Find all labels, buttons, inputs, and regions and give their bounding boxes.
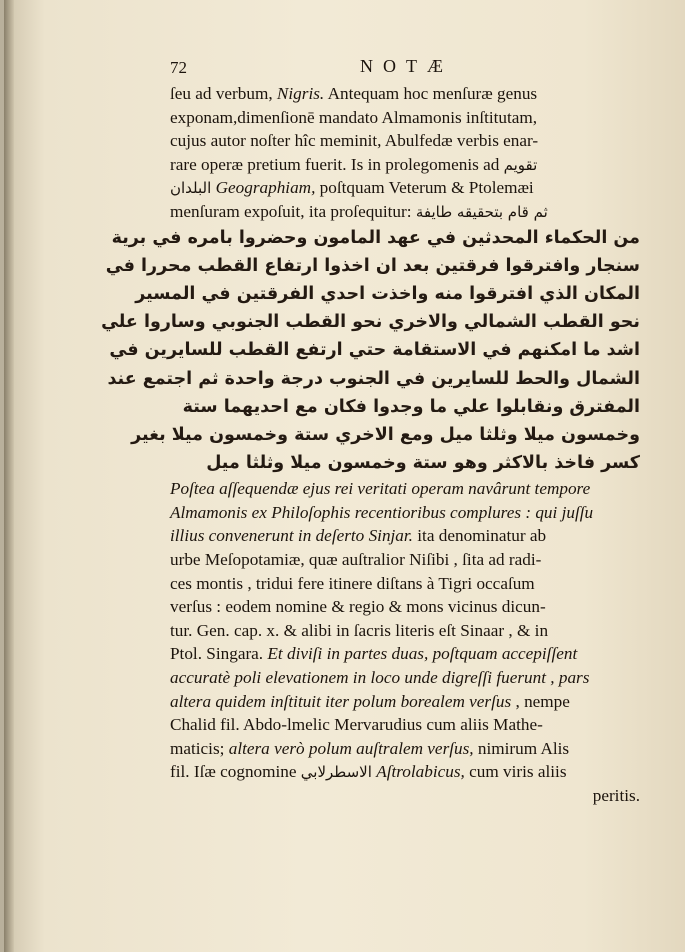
running-head: NOTÆ xyxy=(360,56,453,76)
arabic-line: كسر فاخذ بالاكثر وهو ستة وخمسون ميلا وثلثا ميل xyxy=(206,453,640,474)
roman-text: maticis; xyxy=(170,738,229,758)
italic-text: Poſtea aſſequendæ ejus rei veritati operam navârunt tempore xyxy=(170,479,591,499)
arabic-quotation xyxy=(101,224,640,478)
arabic-word: ثم قام بتحقيقه طايفة xyxy=(415,202,548,221)
arabic-line: المكان الذي افترقوا منه واخذت احدي الفرقتين في المسير xyxy=(135,283,640,304)
text-line xyxy=(170,760,640,784)
roman-text: poſtquam Veterum & Ptolemæi xyxy=(315,178,534,198)
roman-text: ita denominatur ab xyxy=(412,526,547,546)
arabic-word: البلدان xyxy=(170,179,212,198)
roman-text: nimirum Alis xyxy=(473,738,570,758)
italic-text: Aſtrolabicus, xyxy=(376,762,465,782)
final-line: peritis. xyxy=(592,785,640,805)
roman-text: exponam,dimenſionē mandato Almamonis inſtitutam, xyxy=(170,107,538,127)
italic-text: illius convenerunt in deſerto Sinjar. xyxy=(170,526,413,546)
roman-text: Ptol. Singara. xyxy=(170,644,268,664)
text-line xyxy=(170,737,640,761)
latin-paragraph-bottom xyxy=(170,477,640,784)
arabic-word: الاسطرلابي xyxy=(300,763,372,782)
arabic-line: من الحكماء المحدثين في عهد المامون وحضروا بامره في برية xyxy=(111,227,640,248)
italic-text: Et diviſi in partes duas, poſtquam accepiſſent xyxy=(267,644,578,664)
roman-text: Chalid fil. Abdo-lmelic Mervarudius cum aliis Mathe- xyxy=(170,715,543,735)
text-line xyxy=(170,129,640,153)
italic-text: Geographiam, xyxy=(215,178,316,198)
roman-text: ces montis , tridui fere itinere diſtans à Tigri occaſum xyxy=(170,573,535,593)
roman-text: ſeu ad verbum, xyxy=(170,84,277,103)
text-block xyxy=(101,56,640,808)
italic-text: Nigris. xyxy=(276,84,325,103)
roman-text: tur. Gen. cap. x. & alibi in ſacris literis eſt Sinaar , & in xyxy=(170,620,549,640)
arabic-line: المفترق ونقابلوا علي ما وجدوا فكان مع احديهما ستة xyxy=(182,396,640,417)
arabic-line: اشد ما امكنهم في الاستقامة حتي ارتفع القطب للسايرين في xyxy=(109,340,640,361)
text-line xyxy=(170,572,640,596)
italic-text: accuratè poli elevationem in loco unde digreſſi fuerunt , pars xyxy=(170,668,590,687)
roman-text: Antequam hoc menſuræ genus xyxy=(324,84,538,103)
page-gutter xyxy=(4,0,14,952)
roman-text: cujus autor noſter hîc meminit, Abulfedæ verbis enar- xyxy=(170,131,539,151)
text-line xyxy=(170,713,640,737)
page-number: 72 xyxy=(170,58,187,77)
text-line xyxy=(170,595,640,619)
arabic-line: الشمال والحط للسايرين في الجنوب درجة واحدة ثم اجتمع عند xyxy=(107,368,640,389)
roman-text: menſuram expoſuit, ita proſequitur: xyxy=(170,201,416,221)
text-line xyxy=(170,176,640,200)
italic-text: altera verò polum auſtralem verſus, xyxy=(228,738,474,758)
roman-text: , nempe xyxy=(511,691,570,711)
arabic-line: سنجار وافترقوا فرقتين بعد ان اخذوا ارتفاع القطب محررا في xyxy=(105,255,640,276)
text-line xyxy=(170,106,640,130)
arabic-line: وخمسون ميلا وثلثا ميل ومع الاخري ستة وخمسون ميلا بغير xyxy=(131,424,640,445)
roman-text: rare operæ pretium fuerit. Is in prolegomenis ad xyxy=(170,154,504,174)
text-line xyxy=(170,477,640,501)
text-line xyxy=(170,200,640,224)
text-line xyxy=(170,524,640,548)
text-line xyxy=(170,153,640,177)
roman-text: urbe Meſopotamiæ, quæ auſtralior Niſibi , ſita ad radi- xyxy=(170,550,542,570)
text-line xyxy=(170,690,640,714)
italic-text: Almamonis ex Philoſophis recentioribus complures : qui juſſu xyxy=(170,502,594,522)
text-line xyxy=(170,82,640,106)
text-line xyxy=(170,501,640,525)
roman-text: fil. Iſæ cognomine xyxy=(170,762,301,782)
page-header xyxy=(170,56,640,82)
latin-paragraph-top xyxy=(170,82,640,224)
roman-text: verſus : eodem nomine & regio & mons vicinus dicun- xyxy=(170,597,546,617)
arabic-word: تقويم xyxy=(503,155,538,174)
text-line xyxy=(170,619,640,643)
arabic-line: نحو القطب الشمالي والاخري نحو القطب الجنوبي وساروا علي xyxy=(101,312,640,333)
book-page xyxy=(4,0,685,952)
italic-text: altera quidem inſtituit iter polum borealem verſus xyxy=(170,691,512,711)
text-line xyxy=(170,666,640,690)
text-line xyxy=(170,548,640,572)
roman-text: cum viris aliis xyxy=(464,762,567,782)
text-line xyxy=(170,642,640,666)
